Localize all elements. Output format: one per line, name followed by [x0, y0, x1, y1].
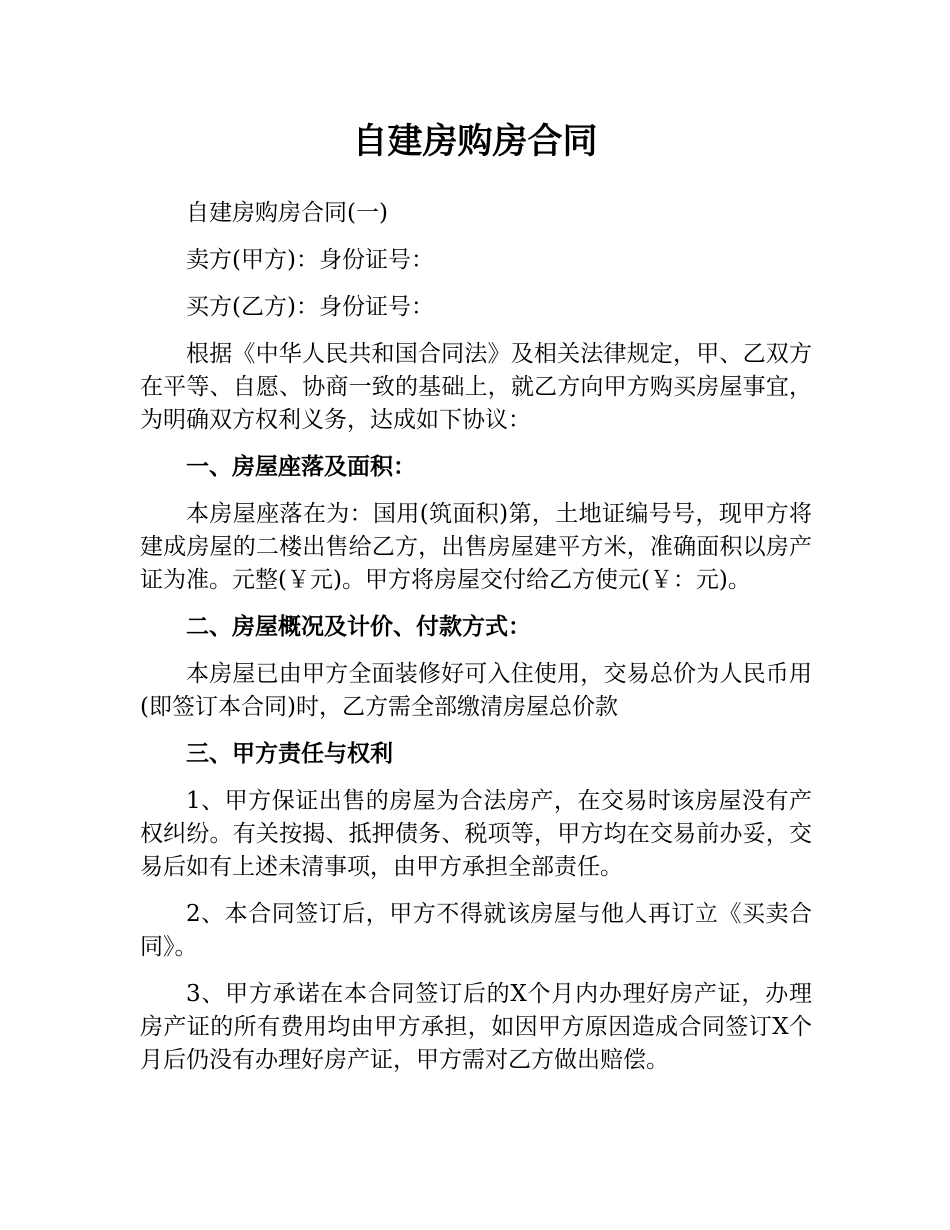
- section-heading-pricing: 二、房屋概况及计价、付款方式：: [186, 614, 531, 640]
- document-body: [140, 197, 812, 1091]
- paragraph-contract-subtitle: 自建房购房合同(一): [186, 200, 388, 226]
- paragraph-seller-info: 卖方(甲方)：身份证号：: [186, 247, 434, 273]
- paragraph-duty-3: 3、甲方承诺在本合同签订后的X个月内办理好房产证，办理房产证的所有费用均由甲方承担，如因甲方原因造成合同签订X个月后仍没有办理好房产证，甲方需对乙方做出赔偿。: [140, 981, 812, 1073]
- paragraph-location: 本房屋座落在为：国用(筑面积)第，土地证编号号，现甲方将建成房屋的二楼出售给乙方，出售房屋建平方米，准确面积以房产证为准。元整(￥元)。甲方将房屋交付给乙方使元(￥：元)。: [140, 501, 812, 593]
- section-heading-seller-duties: 三、甲方责任与权利: [186, 741, 393, 767]
- paragraph-preamble: 根据《中华人民共和国合同法》及相关法律规定，甲、乙双方在平等、自愿、协商一致的基础上，就乙方向甲方购买房屋事宜，为明确双方权利义务，达成如下协议：: [140, 341, 812, 433]
- paragraph-buyer-info: 买方(乙方)：身份证号：: [186, 294, 434, 320]
- document-title: 自建房购房合同: [352, 122, 598, 162]
- paragraph-duty-2: 2、本合同签订后，甲方不得就该房屋与他人再订立《买卖合同》。: [140, 901, 812, 960]
- paragraph-pricing: 本房屋已由甲方全面装修好可入住使用，交易总价为人民币用(即签订本合同)时，乙方需全部缴清房屋总价款: [140, 661, 812, 720]
- paragraph-duty-1: 1、甲方保证出售的房屋为合法房产，在交易时该房屋没有产权纠纷。有关按揭、抵押债务、税项等，甲方均在交易前办妥，交易后如有上述未清事项，由甲方承担全部责任。: [140, 788, 812, 880]
- section-heading-location: 一、房屋座落及面积：: [186, 454, 416, 480]
